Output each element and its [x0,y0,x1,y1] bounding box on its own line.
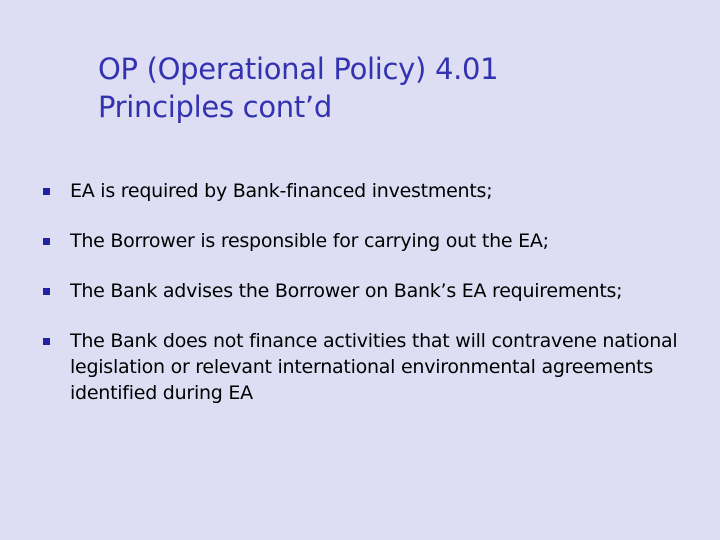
square-bullet-icon [43,238,50,245]
square-bullet-icon [43,288,50,295]
square-bullet-icon [43,188,50,195]
bullet-item-borrower-responsible [40,228,710,254]
bullet-text: The Bank advises the Borrower on Bank’s EA requirements; [70,280,623,302]
bullet-item-ea-required [40,178,710,204]
slide-title-line-1: OP (Operational Policy) 4.01 [98,52,499,86]
bullet-item-bank-advises [40,278,710,304]
slide-title [98,50,678,126]
bullet-text: EA is required by Bank-financed investments; [70,180,493,202]
bullet-text: The Bank does not finance activities that will contravene national legislation or relevant international environmental agreements identified during EA [70,330,678,404]
slide-title-line-2: Principles cont’d [98,90,332,124]
bullet-list [40,178,710,430]
bullet-item-no-financing [40,328,710,406]
bullet-text: The Borrower is responsible for carrying out the EA; [70,230,549,252]
square-bullet-icon [43,338,50,345]
